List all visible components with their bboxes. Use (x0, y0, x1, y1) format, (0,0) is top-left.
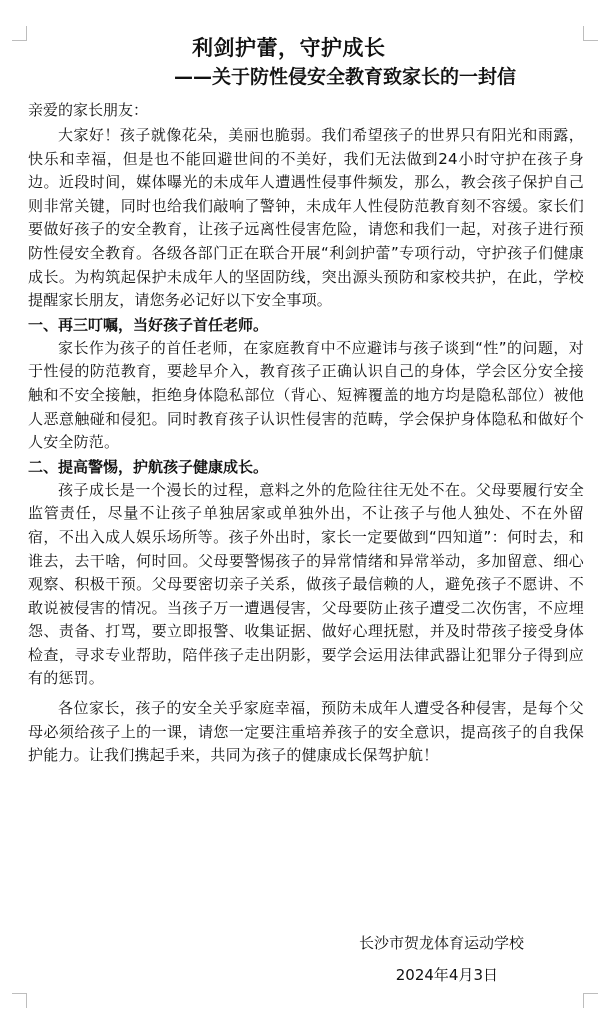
closing-paragraph: 各位家长，孩子的安全关乎家庭幸福，预防未成年人遭受各种侵害，是每个父母必须给孩子上的一课，请您一定要注重培养孩子的安全意识，提高孩子的自我保护能力。让我们携起手来，共同为孩子的健康成长保驾护航！ (28, 699, 584, 765)
section-1-body: 家长作为孩子的首任老师，在家庭教育中不应避讳与孩子谈到“性”的问题，对于性侵的防范教育，要趁早介入，教育孩子正确认识自己的身体，学会区分安全接触和不安全接触，拒绝身体隐私部位（背心、短裤覆盖的地方均是隐私部位）被他人恶意触碰和侵犯。同时教育孩子认识性侵害的范畴，学会保护身体隐私和做好个人安全防范。 (28, 338, 584, 452)
letter-subtitle: ——关于防性侵安全教育致家长的一封信 (174, 66, 517, 88)
intro-paragraph: 大家好！孩子就像花朵，美丽也脆弱。我们希望孩子的世界只有阳光和雨露，快乐和幸福，但是也不能回避世间的不美好，我们无法做到24小时守护在孩子身边。近段时间，媒体曝光的未成年人遭遇性侵事件频发，那么，教会孩子保护自己则非常关键，同时也给我们敲响了警钟，未成年人性侵防范教育刻不容缓。家长们要做好孩子的安全教育，让孩子远离性侵害危险，请您和我们一起，对孩子进行预防性侵安全教育。各级各部门正在联合开展“利剑护蕾”专项行动，守护孩子们健康成长。为构筑起保护未成年人的坚固防线，突出源头预防和家校共护，在此，学校提醒家长朋友，请您务必记好以下安全事项。 (28, 126, 584, 310)
crop-mark-top-left (12, 26, 27, 41)
letter-title: 利剑护蕾，守护成长 (192, 36, 386, 60)
crop-mark-top-right (583, 26, 598, 41)
section-2-body: 孩子成长是一个漫长的过程，意料之外的危险往往无处不在。父母要履行安全监管责任，尽量不让孩子单独居家或单独外出，不让孩子与他人独处、不在外留宿，不出入成人娱乐场所等。孩子外出时，家长一定要做到“四知道”：何时去，和谁去，去干啥，何时回。父母要警惕孩子的异常情绪和异常举动，多加留意、细心观察、积极干预。父母要密切亲子关系，做孩子最信赖的人，避免孩子不愿讲、不敢说被侵害的情况。当孩子万一遭遇侵害，父母要防止孩子遭受二次伤害，不应埋怨、责备、打骂，要立即报警、收集证据、做好心理抚慰，并及时带孩子接受身体检查，寻求专业帮助，陪伴孩子走出阴影，要学会运用法律武器让犯罪分子得到应有的惩罚。 (28, 480, 584, 688)
salutation: 亲爱的家长朋友： (28, 101, 149, 119)
section-1-heading: 一、再三叮嘱，当好孩子首任老师。 (28, 315, 269, 334)
section-2-heading: 二、提高警惕，护航孩子健康成长。 (28, 457, 269, 476)
crop-mark-bottom-left (12, 993, 27, 1008)
crop-mark-bottom-right (583, 993, 598, 1008)
signature-school: 长沙市贺龙体育运动学校 (358, 934, 524, 952)
signature-date: 2024年4月3日 (395, 966, 498, 984)
